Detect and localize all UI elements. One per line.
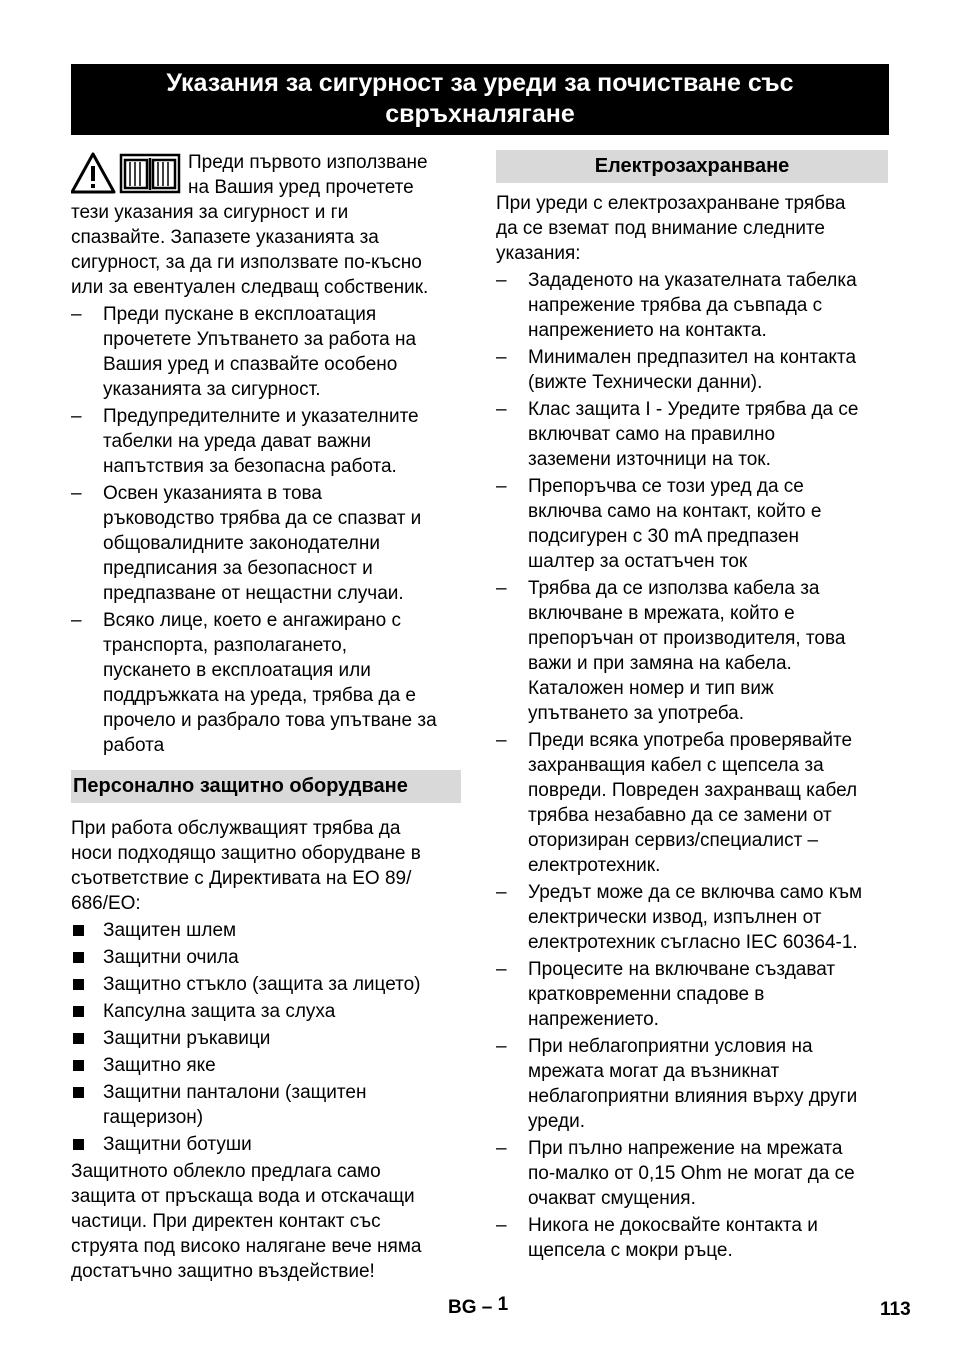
intro-block bbox=[71, 150, 461, 300]
text-line: включва само на контакт, който е bbox=[528, 501, 822, 522]
text-line: упътването за употреба. bbox=[528, 703, 744, 724]
left-column bbox=[71, 150, 461, 1284]
text-line: тези указания за сигурност и ги bbox=[71, 202, 349, 223]
list-item bbox=[71, 972, 461, 997]
text-line: сигурност, за да ги използвате по-късно bbox=[71, 252, 422, 273]
text-line: защита от пръскаща вода и отскачащи bbox=[71, 1186, 415, 1207]
footer-lang-page: 1 bbox=[497, 1294, 509, 1315]
text-line: Защитното облекло предлага само bbox=[71, 1161, 381, 1182]
text-line: предписания за безопасност и bbox=[103, 558, 373, 579]
text-line: Препоръчва се този уред да се bbox=[528, 476, 804, 497]
dash-bullet: – bbox=[496, 1138, 507, 1159]
text-line: Защитен шлем bbox=[103, 920, 237, 941]
text-line: трябва незабавно да се замени от bbox=[528, 805, 832, 826]
dash-bullet: – bbox=[496, 347, 507, 368]
text-line: очакват смущения. bbox=[528, 1188, 696, 1209]
text-line: щепсела с мокри ръце. bbox=[528, 1240, 733, 1261]
text-line: електрически извод, изпълнен от bbox=[528, 907, 822, 928]
text-line: гащеризон) bbox=[103, 1107, 204, 1128]
square-bullet-icon bbox=[73, 1060, 84, 1071]
dash-bullet: – bbox=[496, 730, 507, 751]
text-line: Вашия уред и спазвайте особено bbox=[103, 354, 398, 375]
text-line: включване в мрежата, който е bbox=[528, 603, 795, 624]
text-line: заземени източници на ток. bbox=[528, 449, 771, 470]
list-item bbox=[71, 918, 461, 943]
text-line: уреди. bbox=[528, 1111, 585, 1132]
text-line: общовалидните законодателни bbox=[103, 533, 380, 554]
list-item bbox=[71, 1053, 461, 1078]
text-line: електротехник. bbox=[528, 855, 661, 876]
dash-bullet: – bbox=[71, 304, 82, 325]
text-line: достатъчно защитно въздействие! bbox=[71, 1261, 375, 1282]
list-item bbox=[496, 1034, 888, 1134]
list-item bbox=[496, 957, 888, 1032]
text-line: подсигурен с 30 mA предпазен bbox=[528, 526, 799, 547]
list-item bbox=[496, 880, 888, 955]
text-line: пускането в експлоатация или bbox=[103, 660, 371, 681]
text-line: Процесите на включване създават bbox=[528, 959, 836, 980]
text-line: Защитно стъкло (защита за лицето) bbox=[103, 974, 421, 995]
footer-lang: BG bbox=[448, 1297, 477, 1318]
text-line: захранващия кабел с щепсела за bbox=[528, 755, 824, 776]
list-item bbox=[71, 1132, 461, 1157]
text-line: работа bbox=[103, 735, 165, 756]
text-line: Каталожен номер и тип виж bbox=[528, 678, 774, 699]
square-bullet-icon bbox=[73, 925, 84, 936]
text-line: важи и при замяна на кабела. bbox=[528, 653, 792, 674]
text-line: транспорта, разполагането, bbox=[103, 635, 348, 656]
page-title-line-1: Указания за сигурност за уреди за почистване със bbox=[166, 69, 794, 97]
ppe-intro bbox=[71, 816, 461, 916]
text-line: шалтер за остатъчен ток bbox=[528, 551, 748, 572]
text-line: електротехник съгласно IEC 60364-1. bbox=[528, 932, 858, 953]
text-line: да се вземат под внимание следните bbox=[496, 218, 825, 239]
dash-bullet: – bbox=[496, 476, 507, 497]
text-line: напрежение трябва да съвпада с bbox=[528, 295, 823, 316]
text-line: При пълно напрежение на мрежата bbox=[528, 1138, 843, 1159]
list-item bbox=[71, 999, 461, 1024]
text-line: ръководство трябва да се спазват и bbox=[103, 508, 422, 529]
text-line: напрежението. bbox=[528, 1009, 659, 1030]
text-line: Трябва да се използва кабела за bbox=[528, 578, 820, 599]
text-line: Освен указанията в това bbox=[103, 483, 322, 504]
footer-section-label bbox=[448, 1294, 509, 1319]
ppe-list bbox=[71, 918, 461, 1157]
list-item bbox=[71, 945, 461, 970]
text-line: Никога не докосвайте контакта и bbox=[528, 1215, 818, 1236]
text-line: носи подходящо защитно оборудване в bbox=[71, 843, 421, 864]
text-line: прочело и разбрало това упътване за bbox=[103, 710, 437, 731]
text-line: препоръчан от производителя, това bbox=[528, 628, 846, 649]
list-item bbox=[496, 397, 888, 472]
footer-sep: – bbox=[481, 1297, 493, 1318]
list-item bbox=[496, 474, 888, 574]
text-line: Преди първото използване bbox=[188, 152, 428, 173]
text-line: неблагоприятни влияния върху други bbox=[528, 1086, 858, 1107]
text-line: Преди пускане в експлоатация bbox=[103, 304, 377, 325]
text-line: Защитни очила bbox=[103, 947, 239, 968]
power-heading: Електрозахранване bbox=[496, 150, 888, 183]
list-item bbox=[71, 1026, 461, 1051]
text-line: предпазване от нещастни случаи. bbox=[103, 583, 404, 604]
text-line: При работа обслужващият трябва да bbox=[71, 818, 401, 839]
text-line: 686/ЕО: bbox=[71, 893, 141, 914]
square-bullet-icon bbox=[73, 1006, 84, 1017]
text-line: Защитни ръкавици bbox=[103, 1028, 271, 1049]
list-item bbox=[496, 576, 888, 726]
list-item bbox=[71, 302, 461, 402]
warning-triangle-icon bbox=[72, 154, 114, 192]
safety-icons bbox=[71, 152, 181, 194]
text-line: Капсулна защита за слуха bbox=[103, 1001, 336, 1022]
general-safety-list bbox=[71, 302, 461, 758]
text-line: Зададеното на указателната табелка bbox=[528, 270, 857, 291]
text-line: Предупредителните и указателните bbox=[103, 406, 419, 427]
list-item bbox=[71, 404, 461, 479]
list-item bbox=[496, 345, 888, 395]
text-line: напрежението на контакта. bbox=[528, 320, 767, 341]
text-line: прочетете Упътването за работа на bbox=[103, 329, 417, 350]
text-line: (вижте Технически данни). bbox=[528, 372, 763, 393]
dash-bullet: – bbox=[496, 1036, 507, 1057]
text-line: поддръжката на уреда, трябва да е bbox=[103, 685, 416, 706]
text-line: мрежата могат да възникнат bbox=[528, 1061, 780, 1082]
text-line: съответствие с Директивата на ЕО 89/ bbox=[71, 868, 412, 889]
dash-bullet: – bbox=[71, 483, 82, 504]
text-line: включват само на правилно bbox=[528, 424, 776, 445]
right-column bbox=[496, 150, 888, 1263]
power-intro bbox=[496, 191, 888, 266]
text-line: указанията за сигурност. bbox=[103, 379, 321, 400]
text-line: При уреди с електрозахранване трябва bbox=[496, 193, 846, 214]
dash-bullet: – bbox=[496, 882, 507, 903]
list-item bbox=[496, 1213, 888, 1263]
page-number: 113 bbox=[880, 1299, 911, 1320]
text-line: Преди всяка употреба проверявайте bbox=[528, 730, 853, 751]
list-item bbox=[496, 728, 888, 878]
text-line: Защитно яке bbox=[103, 1055, 216, 1076]
dash-bullet: – bbox=[496, 270, 507, 291]
dash-bullet: – bbox=[496, 399, 507, 420]
list-item bbox=[71, 608, 461, 758]
text-line: кратковременни спадове в bbox=[528, 984, 765, 1005]
text-line: оторизиран сервиз/специалист – bbox=[528, 830, 819, 851]
text-line: Минимален предпазител на контакта bbox=[528, 347, 857, 368]
square-bullet-icon bbox=[73, 979, 84, 990]
list-item bbox=[71, 1080, 461, 1130]
text-line: указания: bbox=[496, 243, 581, 264]
list-item bbox=[71, 481, 461, 606]
dash-bullet: – bbox=[496, 578, 507, 599]
dash-bullet: – bbox=[496, 1215, 507, 1236]
text-line: по-малко от 0,15 Ohm не могат да се bbox=[528, 1163, 855, 1184]
square-bullet-icon bbox=[73, 1033, 84, 1044]
text-line: повреди. Повреден захранващ кабел bbox=[528, 780, 858, 801]
text-line: Уредът може да се включва само към bbox=[528, 882, 863, 903]
square-bullet-icon bbox=[73, 1139, 84, 1150]
text-line: на Вашия уред прочетете bbox=[188, 177, 414, 198]
square-bullet-icon bbox=[73, 952, 84, 963]
text-line: Защитни панталони (защитен bbox=[103, 1082, 367, 1103]
text-line: спазвайте. Запазете указанията за bbox=[71, 227, 379, 248]
text-line: Защитни ботуши bbox=[103, 1134, 252, 1155]
open-book-icon bbox=[121, 155, 179, 192]
list-item bbox=[496, 1136, 888, 1211]
ppe-outro bbox=[71, 1159, 461, 1284]
ppe-heading: Персонално защитно оборудване bbox=[71, 770, 461, 803]
text-line: частици. При директен контакт със bbox=[71, 1211, 381, 1232]
page-title-bar bbox=[71, 64, 889, 135]
text-line: Всяко лице, което е ангажирано с bbox=[103, 610, 401, 631]
text-line: или за евентуален следващ собственик. bbox=[71, 277, 429, 298]
page-title-line-2: свръхналягане bbox=[385, 100, 575, 128]
text-line: Клас защита I - Уредите трябва да се bbox=[528, 399, 859, 420]
square-bullet-icon bbox=[73, 1087, 84, 1098]
text-line: струята под високо налягане вече няма bbox=[71, 1236, 422, 1257]
list-item bbox=[496, 268, 888, 343]
dash-bullet: – bbox=[496, 959, 507, 980]
text-line: табелки на уреда дават важни bbox=[103, 431, 372, 452]
dash-bullet: – bbox=[71, 610, 82, 631]
text-line: напътствия за безопасна работа. bbox=[103, 456, 397, 477]
text-line: При неблагоприятни условия на bbox=[528, 1036, 813, 1057]
power-list bbox=[496, 268, 888, 1263]
dash-bullet: – bbox=[71, 406, 82, 427]
